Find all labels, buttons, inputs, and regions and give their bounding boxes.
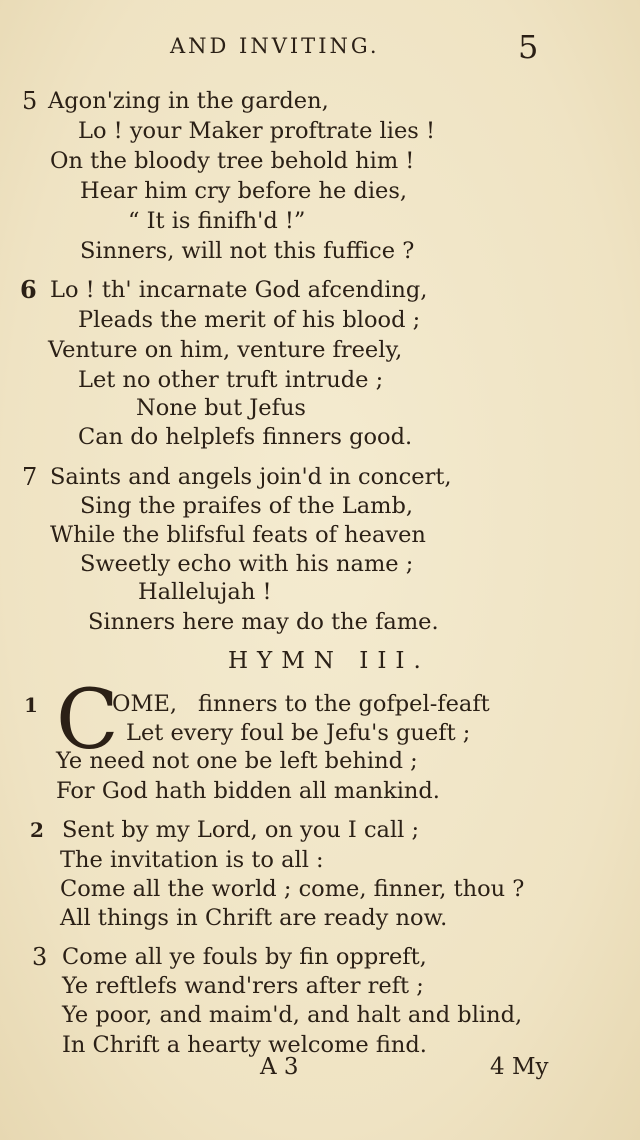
verse-line: Sent by my Lord, on you I call ; xyxy=(62,817,420,843)
verse-line: Ye need not one be left behind ; xyxy=(56,748,418,774)
verse-line: On the bloody tree behold him ! xyxy=(50,148,415,174)
verse-line: Hallelujah ! xyxy=(138,579,272,605)
running-head: AND INVITING. xyxy=(170,34,380,58)
stanza-number: 2 xyxy=(30,818,44,842)
stanza-number: 1 xyxy=(24,693,38,717)
stanza-number: 6 xyxy=(20,275,37,304)
verse-line: For God hath bidden all mankind. xyxy=(56,778,440,804)
verse-line: In Chrift a hearty welcome find. xyxy=(62,1032,427,1058)
verse-line: All things in Chrift are ready now. xyxy=(60,905,448,931)
signature-mark: A 3 xyxy=(260,1054,299,1080)
verse-line: Sweetly echo with his name ; xyxy=(80,551,414,577)
verse-line: Let every foul be Jefu's gueft ; xyxy=(126,720,471,746)
verse-first-word: OME, xyxy=(112,691,178,717)
verse-line: Saints and angels join'd in concert, xyxy=(50,464,452,490)
verse-line: Come all ye fouls by fin oppreft, xyxy=(62,944,427,970)
verse-line: Can do helplefs finners good. xyxy=(78,424,413,450)
verse-line: Lo ! your Maker proftrate lies ! xyxy=(78,118,436,144)
verse-line: Lo ! th' incarnate God afcending, xyxy=(50,277,428,303)
drop-capital: C xyxy=(56,673,119,768)
verse-line: finners to the gofpel-feaft xyxy=(198,691,490,717)
verse-line: “ It is finifh'd !” xyxy=(128,208,306,234)
verse-line: Let no other truft intrude ; xyxy=(78,367,384,393)
stanza-number: 3 xyxy=(32,943,48,971)
verse-line: Sing the praifes of the Lamb, xyxy=(80,493,414,519)
verse-line: While the blifsful feats of heaven xyxy=(50,522,426,548)
verse-line: Sinners here may do the fame. xyxy=(88,609,439,635)
stanza-number: 7 xyxy=(22,463,38,491)
catchword: 4 My xyxy=(490,1054,549,1080)
verse-line: Ye poor, and maim'd, and halt and blind, xyxy=(62,1002,523,1028)
verse-line: Ye reftlefs wand'rers after reft ; xyxy=(62,973,424,999)
verse-line: Come all the world ; come, finner, thou ? xyxy=(60,876,525,902)
verse-line: Hear him cry before he dies, xyxy=(80,178,408,204)
verse-line: Venture on him, venture freely, xyxy=(48,337,403,363)
stanza-number: 5 xyxy=(22,87,38,115)
verse-line: Sinners, will not this fuffice ? xyxy=(80,238,415,264)
verse-line: The invitation is to all : xyxy=(60,847,324,873)
verse-line: Agon'zing in the garden, xyxy=(48,88,329,114)
verse-line: Pleads the merit of his blood ; xyxy=(78,307,421,333)
page-number: 5 xyxy=(518,28,539,66)
verse-line: None but Jefus xyxy=(136,395,306,421)
hymn-title: HYMN III. xyxy=(228,648,430,674)
